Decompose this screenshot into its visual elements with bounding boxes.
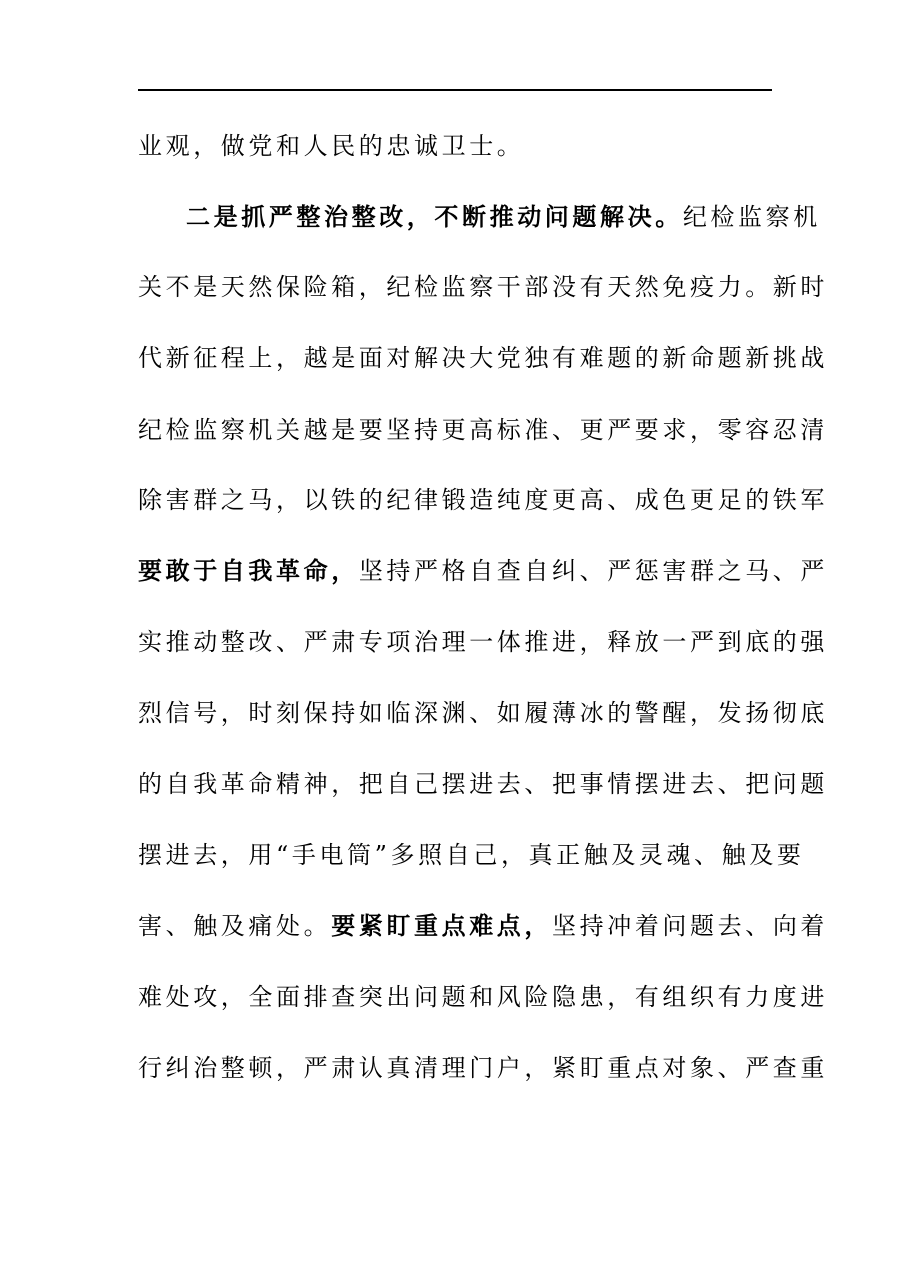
text-line-13 [138, 979, 828, 1015]
text-line-11 [138, 837, 805, 873]
text-line-2 [186, 199, 826, 235]
text-run: 关不是天然保险箱，纪检监察干部没有天然免疫力。新时 [138, 273, 828, 301]
text-line-14 [138, 1050, 828, 1086]
bold-phrase: 要紧盯重点难点， [331, 911, 553, 940]
text-run: 代新征程上，越是面对解决大党独有难题的新命题新挑战 [138, 344, 828, 372]
text-run: 除害群之马，以铁的纪律锻造纯度更高、成色更足的铁军 [138, 486, 828, 514]
header-rule [138, 89, 772, 91]
text-run: 行纠治整顿，严肃认真清理门户，紧盯重点对象、严查重 [138, 1054, 828, 1082]
text-run: 业观，做党和人民的忠诚卫士。 [138, 132, 525, 160]
text-run: 实推动整改、严肃专项治理一体推进，释放一严到底的强 [138, 628, 828, 656]
text-line-3 [138, 269, 828, 305]
section-heading: 二是抓严整治整改，不断推动问题解决。 [186, 202, 683, 231]
text-line-8 [138, 624, 828, 660]
text-run: 害、触及痛处。 [138, 912, 332, 940]
text-line-12 [138, 908, 829, 944]
text-run: 烈信号，时刻保持如临深渊、如履薄冰的警醒，发扬彻底 [138, 699, 828, 727]
text-run: 摆进去，用“手电筒”多照自己，真正触及灵魂、触及要 [138, 841, 805, 869]
text-run: 难处攻，全面排查突出问题和风险隐患，有组织有力度进 [138, 983, 828, 1011]
text-run: 的自我革命精神，把自己摆进去、把事情摆进去、把问题 [138, 770, 828, 798]
text-run: 纪检监察机 [682, 203, 821, 231]
text-line-9 [138, 695, 828, 731]
text-line-7 [138, 553, 829, 589]
text-run: 坚持冲着问题去、向着 [552, 912, 829, 940]
text-run: 纪检监察机关越是要坚持更高标准、更严要求，零容忍清 [138, 416, 828, 444]
text-line-6 [138, 482, 828, 518]
text-line-1 [138, 128, 778, 164]
text-line-10 [138, 766, 828, 802]
bold-phrase: 要敢于自我革命， [138, 556, 359, 585]
text-line-4 [138, 340, 828, 376]
text-run: 坚持严格自查自纠、严惩害群之马、严 [358, 557, 829, 585]
text-line-5 [138, 412, 828, 448]
